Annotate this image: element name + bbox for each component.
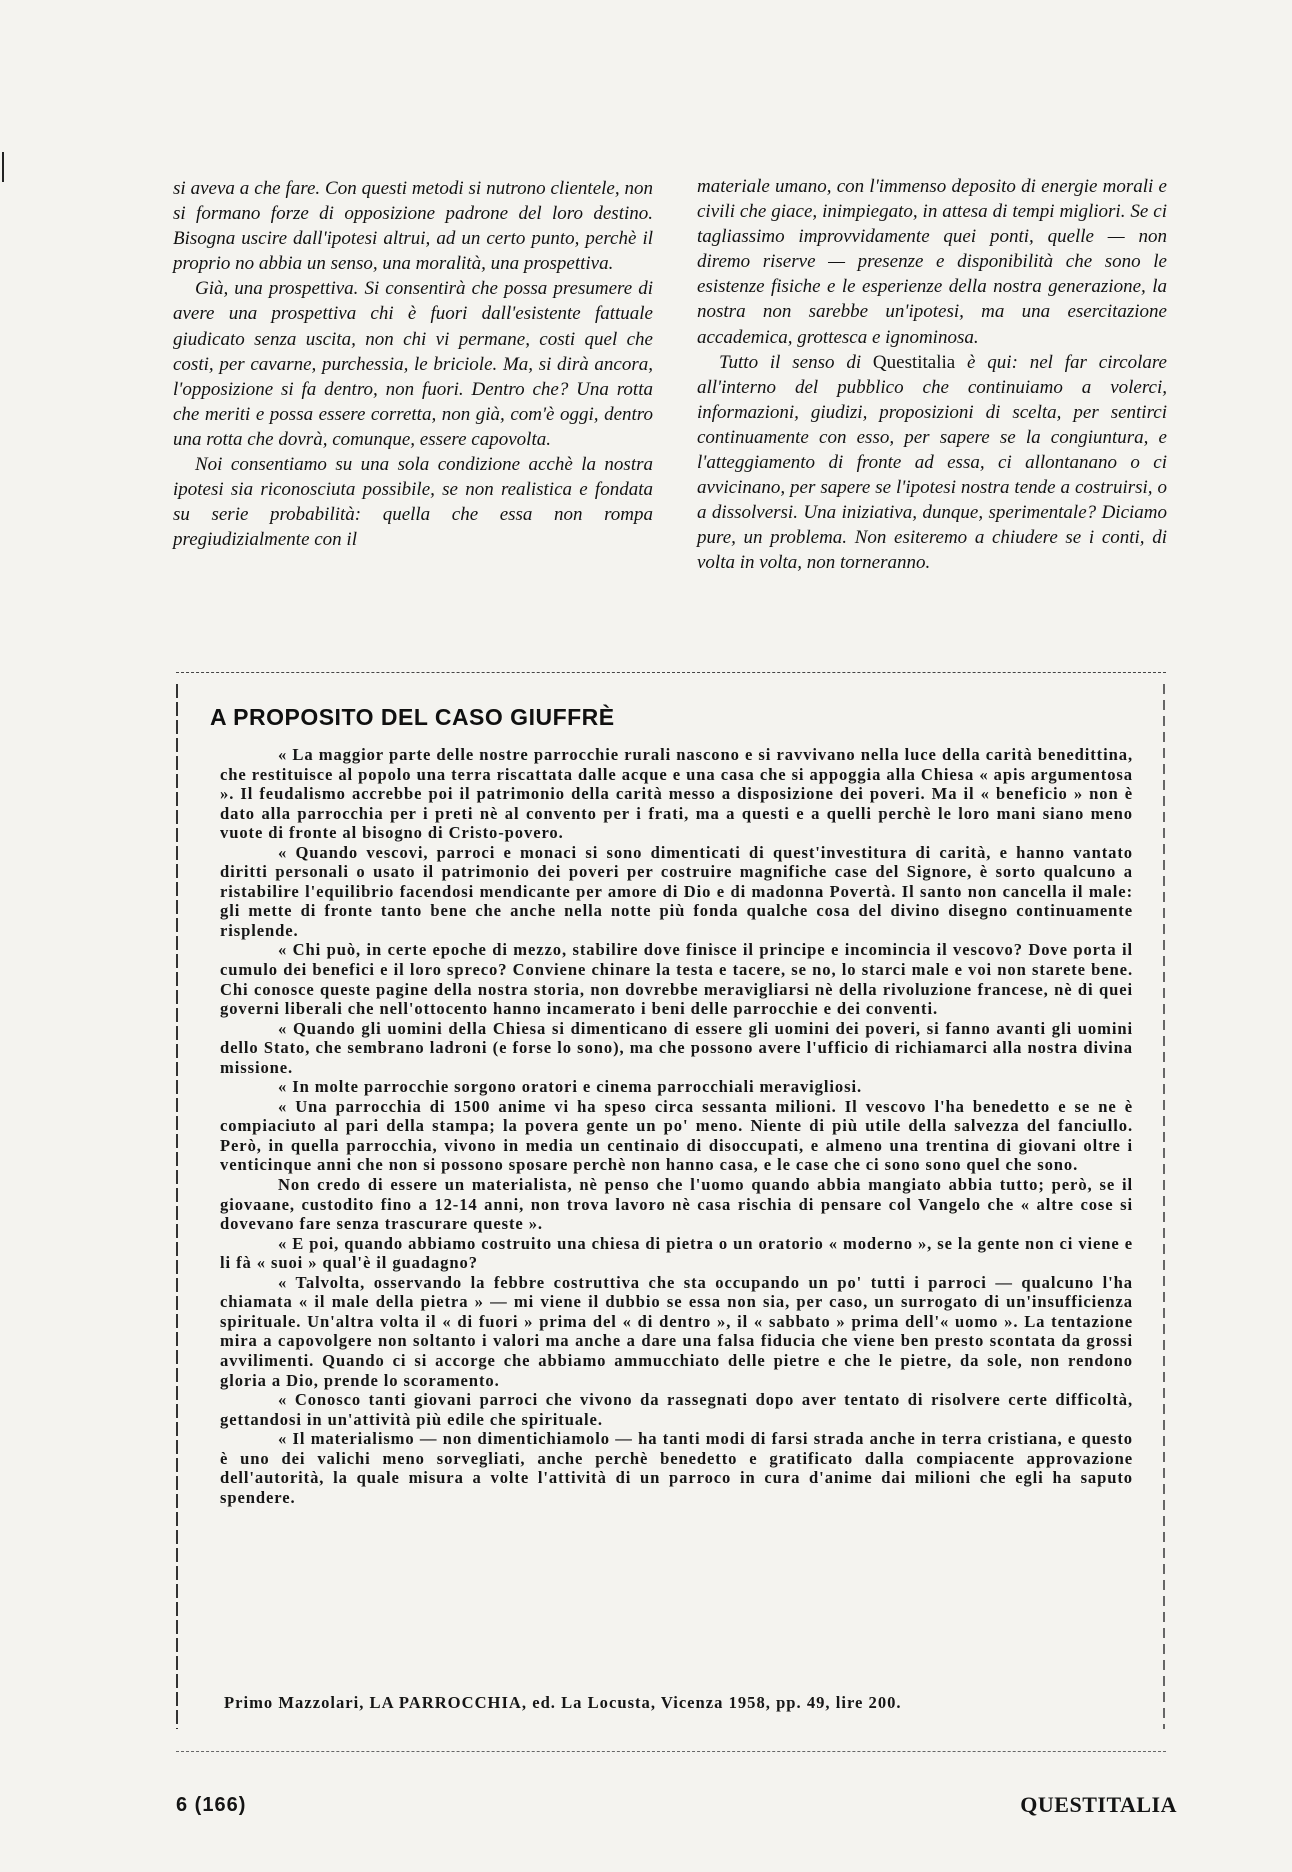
quote-text: [220, 745, 1133, 1507]
quote-paragraph: « Conosco tanti giovani parroci che vivono da rassegnati dopo aver tentato di risolvere certe difficoltà, gettandosi in un'attività più edile che spirituale.: [220, 1390, 1133, 1429]
box-title: A PROPOSITO DEL CASO GIUFFRÈ: [210, 704, 615, 730]
quote-paragraph: « Quando vescovi, parroci e monaci si sono dimenticati di quest'investitura di carità, e hanno vantato diritti personali o usato il patrimonio dei poveri per costruire magnifiche case del Signore, è sorto qualcuno a ristabilire l'equilibrio facendosi mendicante per amore di Dio e di madonna Povertà. Il santo non cancella il male: gli mette di fronte tanto bene che anche nella notte più fonda qualche cosa del divino disegno continuamente risplende.: [220, 842, 1133, 940]
publication-name-inline: Questitalia: [872, 351, 956, 373]
article-paragraph: si aveva a che fare. Con questi metodi si nutrono clientele, non si formano forze di opposizione padrone del loro destino. Bisogna uscire dall'ipotesi altrui, ad un certo punto, perchè il proprio no abbia un senso, una moralità, una prospettiva.: [173, 178, 653, 275]
quote-paragraph: « In molte parrocchie sorgono oratori e cinema parrocchiali meravigliosi.: [278, 1077, 863, 1097]
article-right-column: [697, 174, 1167, 576]
quote-paragraph: « La maggior parte delle nostre parrocchie rurali nascono e si ravvivano nella luce della carità benedittina, che restituisce al popolo una terra riscattata dalle acque e una casa che si appoggia alla Chiesa « apis argumentosa ». Il feudalismo accrebbe poi il patrimonio della carità messo a disposizione dei poveri. Ma il « beneficio » non è dato alla parrocchia per i preti nè al convento per i frati, ma a questi e a quelli perchè le loro mani siano meno vuote di fronte al bisogno di Cristo-povero.: [220, 745, 1133, 843]
quote-paragraph: « Chi può, in certe epoche di mezzo, stabilire dove finisce il principe e incomincia il vescovo? Dove porta il cumulo dei benefici e il loro spreco? Conviene chinare la testa e tacere, se no, lo starci male e voi non starete bene. Chi conosce queste pagine della nostra storia, non dovrebbe meravigliarsi nè della rivoluzione francese, nè di quei governi liberali che nell'ottocento hanno incamerato i beni delle parrocchie e dei conventi.: [220, 940, 1133, 1019]
quote-paragraph: « E poi, quando abbiamo costruito una chiesa di pietra o un oratorio « moderno », se la gente non ci viene e li fà « suoi » qual'è il guadagno?: [220, 1233, 1134, 1273]
article-left-column: [173, 176, 653, 552]
quote-paragraph: « Il materialismo — non dimentichiamolo — ha tanti modi di farsi strada anche in terra cristiana, e questo è uno dei valichi meno sorvegliati, anche perchè benedetto e gratificato dalla compiacente approvazione dell'autorità, la quale misura a volte l'attività di un parroco in cura d'anime dai milioni che egli ha saputo spendere.: [220, 1429, 1133, 1507]
page-number: 6 (166): [176, 1794, 247, 1816]
article-paragraph: [697, 350, 1167, 576]
article-paragraph: Noi consentiamo su una sola condizione acchè la nostra ipotesi sia riconosciuta possibile, se non realistica e fondata su serie probabilità: quella che essa non rompa pregiudizialmente con il: [173, 454, 653, 551]
box-right-border: [1163, 684, 1165, 1729]
article-paragraph: materiale umano, con l'immenso deposito di energie morali e civili che giace, inimpiegato, in attesa di tempi migliori. Se ci tagliassimo improvvidamente quei ponti, quelle — non diremo riserve — presenze e disponibilità che sono le esistenze fisiche e le esperienze della nostra generazione, la nostra non sarebbe un'ipotesi, ma una esercitazione accademica, grottesca e ignominosa.: [697, 176, 1167, 348]
article-paragraph: Già, una prospettiva. Si consentirà che possa presumere di avere una prospettiva chi è fuori dall'esistente fattuale giudicato senza uscita, non chi vi permane, costi quel che costi, per cavarne, purchessia, le briciole. Ma, si dirà ancora, l'opposizione si fa dentro, non fuori. Dentro che? Una rotta che meriti e possa essere corretta, non già, com'è oggi, dentro una rotta che dovrà, comunque, essere capovolta.: [173, 278, 653, 450]
scan-edge-mark: [2, 152, 4, 182]
quote-paragraph: « Una parrocchia di 1500 anime vi ha speso circa sessanta milioni. Il vescovo l'ha benedetto e se ne è compiaciuto al pari della stampa; la povera gente un po' meno. Niente di più utile della salvezza del fanciullo. Però, in quella parrocchia, vivono in media un centinaio di disoccupati, e almeno una trentina di giovani oltre i venticinque anni che non si possono sposare perchè non hanno casa, e le case che ci sono sono quel che sono.: [220, 1096, 1133, 1175]
quote-paragraph: Non credo di essere un materialista, nè penso che l'uomo quando abbia mangiato abbia tutto; però, se il giovaane, custodito fino a 12-14 anni, non trova lavoro nè casa rischia di pensare col Vangelo che « altre cose si dovevano fare senza trascurare queste ».: [220, 1175, 1133, 1234]
publication-name: QUESTITALIA: [1020, 1792, 1177, 1817]
quote-paragraph: « Quando gli uomini della Chiesa si dimenticano di essere gli uomini dei poveri, si fanno avanti gli uomini dello Stato, che sembrano ladroni (e forse lo sono), ma che possono avere l'ufficio di richiamarci alla nostra divina missione.: [220, 1018, 1133, 1077]
book-citation: Primo Mazzolari, LA PARROCCHIA, ed. La Locusta, Vicenza 1958, pp. 49, lire 200.: [224, 1693, 902, 1712]
article-text: Tutto il senso di: [719, 351, 873, 373]
article-text: è qui: nel far circolare all'interno del pubblico che continuiamo a volerci, informazioni, giudizi, proposizioni di scelta, per sentirci continuamente con esso, per sapere se la congiuntura, e l'atteggiamento di fronte ad essa, ci allontanano o ci avvicinano, per sapere se l'ipotesi nostra tende a costruirsi, o a dissolversi. Una iniziativa, dunque, sperimentale? Diciamo pure, un problema. Non esiteremo a chiudere se i conti, di volta in volta, non torneranno.: [697, 351, 1167, 574]
box-left-border: [176, 684, 178, 1729]
quote-paragraph: « Talvolta, osservando la febbre costruttiva che sta occupando un po' tutti i parroci — qualcuno l'ha chiamata « il male della pietra » — mi viene il dubbio se essa non sia, per caso, un surrogato di un'insufficienza spirituale. Un'altra volta il « di fuori » prima del « di dentro », il « sabbato » prima dell'« uomo ». La tentazione mira a capovolgere non soltanto i valori ma anche a dare una falsa fiducia che viene ben presto scontata da grossi avvilimenti. Quando ci si accorge che abbiamo ammucchiato delle pietre e che le pietre, da sole, non rendono gloria a Dio, prende lo scoramento.: [220, 1272, 1133, 1390]
